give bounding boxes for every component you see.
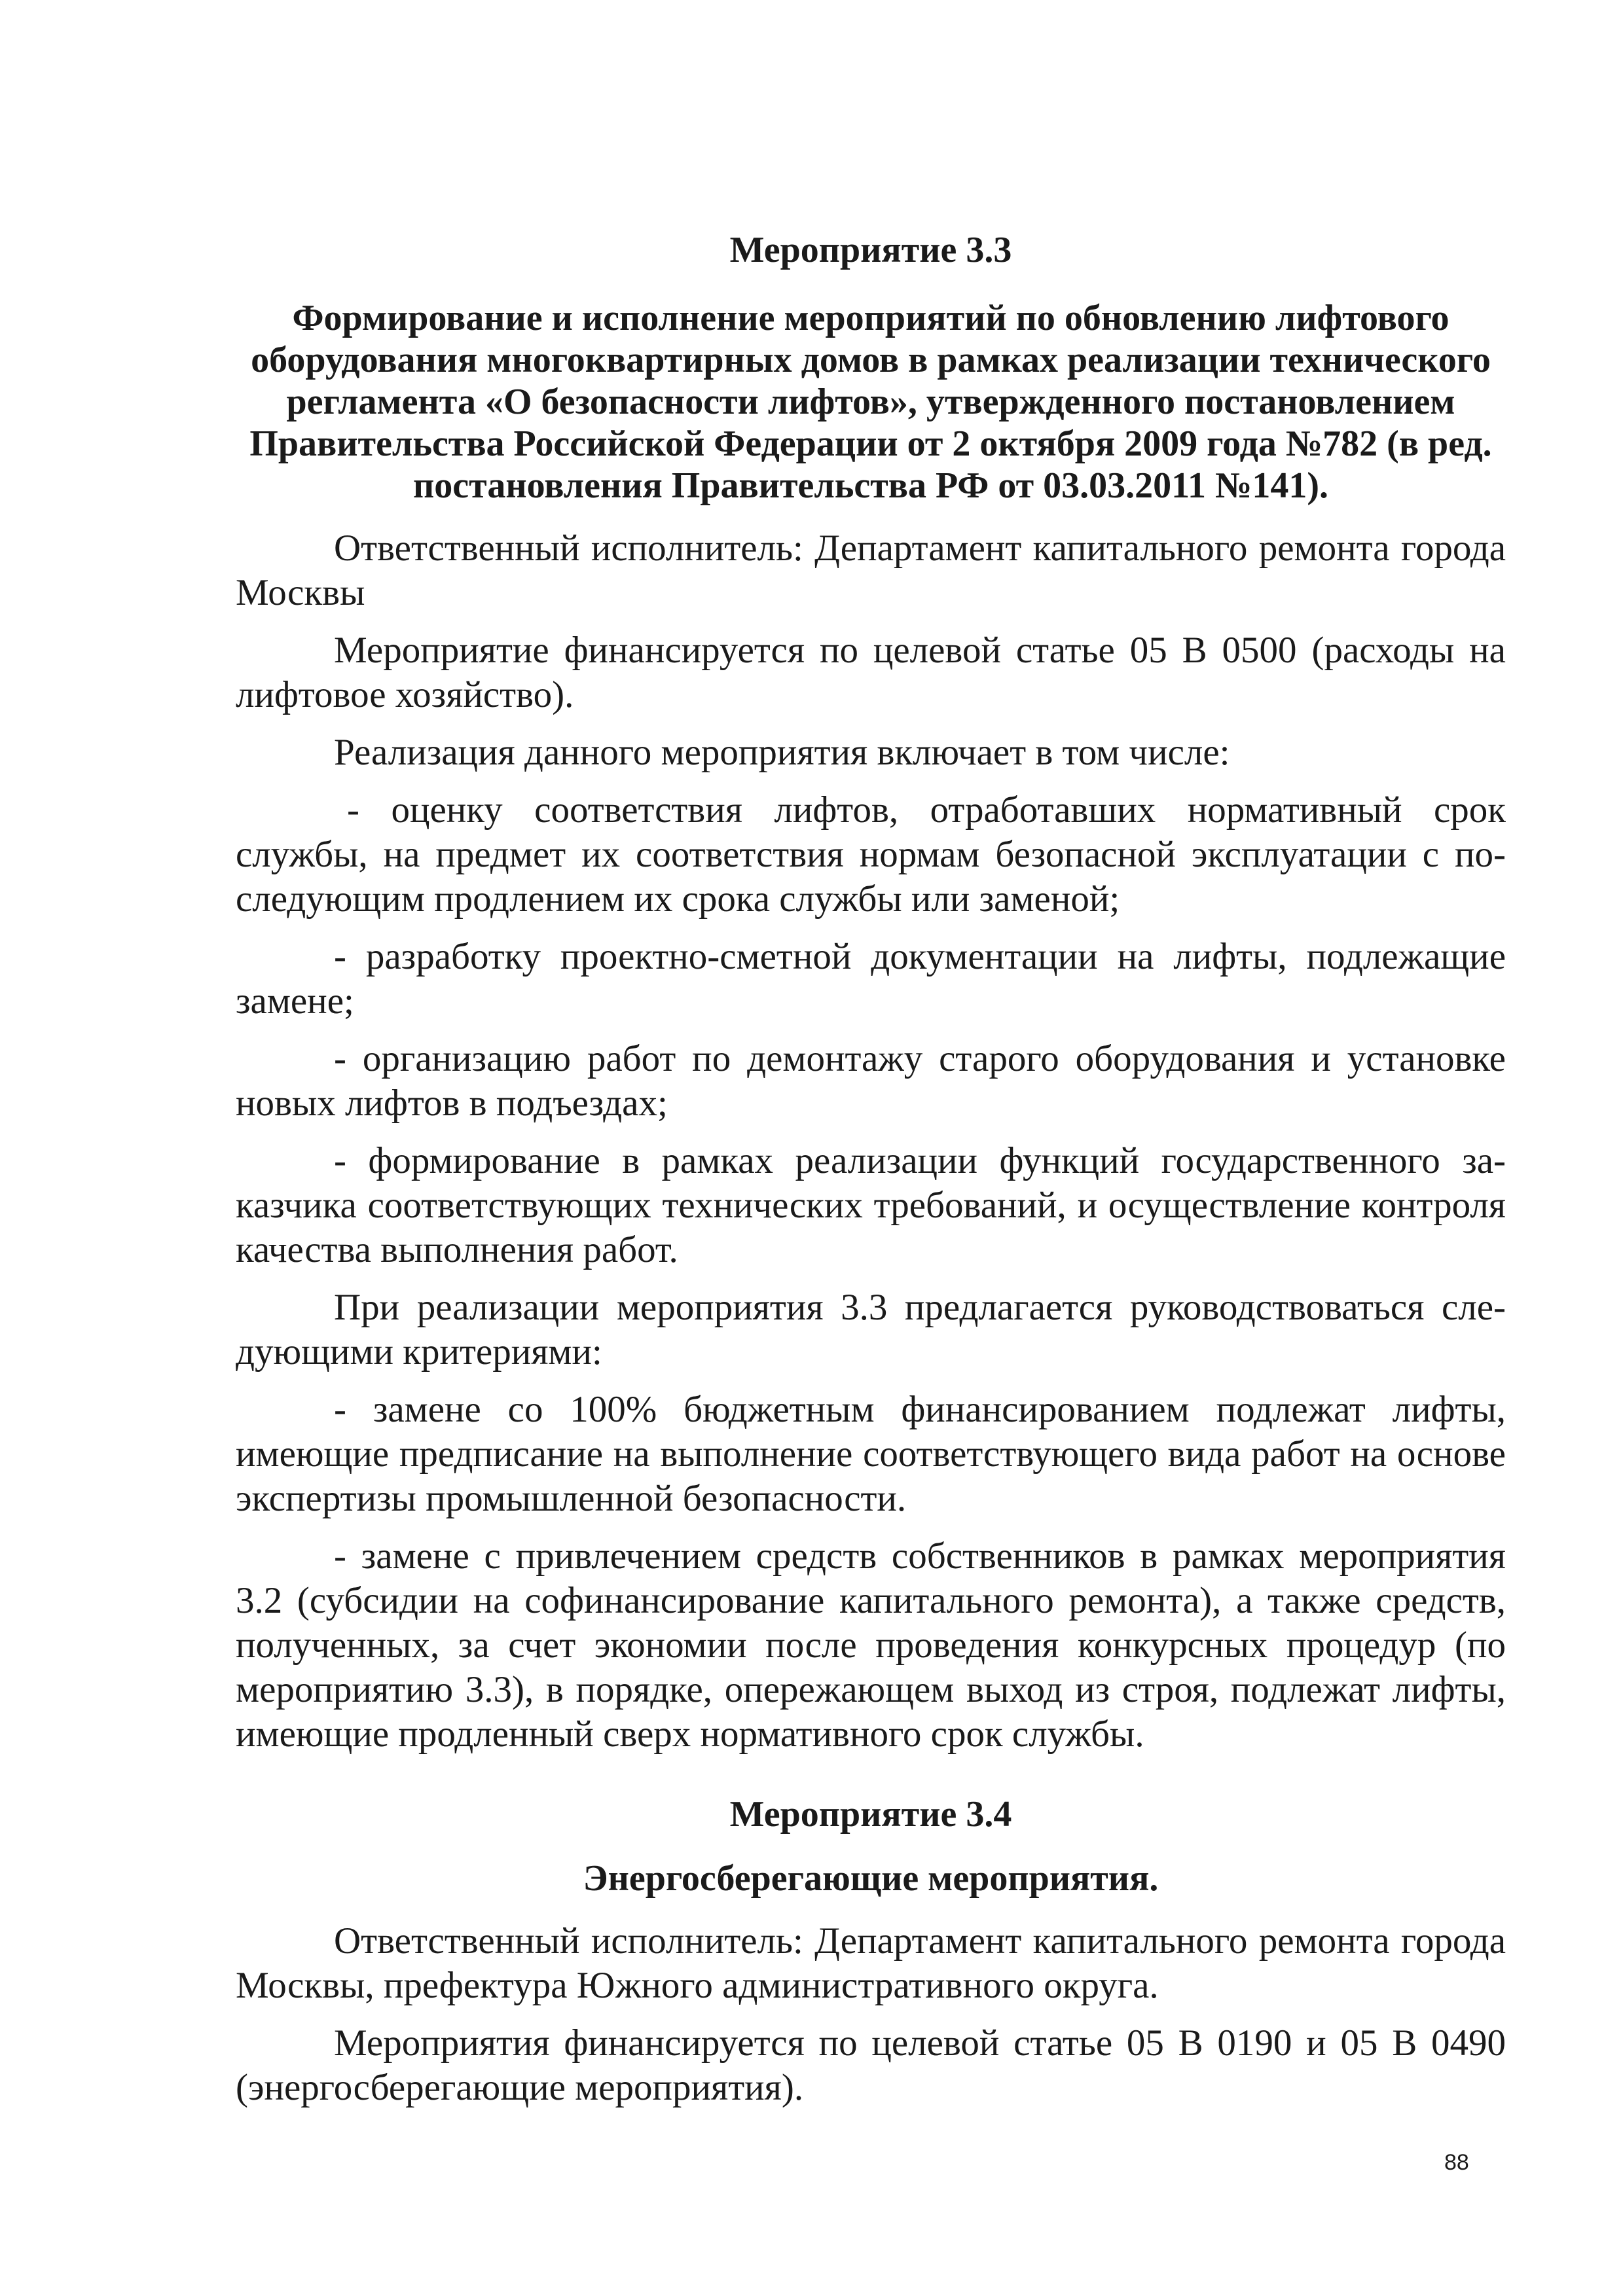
list-item-requirements: - формирование в рамках реализации функций государственного заказчика соответствующих технических требований, и осуществление контроля качества выполнения работ. xyxy=(236,1140,1506,1270)
list-item-assessment: - оценку соответствия лифтов, отработавших нормативный срок службы, на предмет их соответствия нормам безопасной эксплуатации с последующим продлением их срока службы или заменой; xyxy=(236,789,1506,920)
page-number: 88 xyxy=(1444,2150,1469,2175)
list-item-installation: - организацию работ по демонтажу старого оборудования и установке новых лифтов в подъездах; xyxy=(236,1038,1506,1124)
list-item-budget-replacement: - замене со 100% бюджетным финансированием подлежат лифты, имеющие предписание на выполнение соответствующего вида работ на основе экспертизы промышленной безопасности. xyxy=(236,1389,1506,1519)
paragraph-criteria: При реализации мероприятия 3.3 предлагается руководствоваться следующими критериями: xyxy=(236,1287,1506,1372)
section-3-4-title: Энергосберегающие мероприятия. xyxy=(583,1858,1159,1899)
section-3-3-title: Формирование и исполнение мероприятий по обновлению лифтового оборудования многоквартирных домов в рамках реализации технического регламента «О безопасности лифтов», утвержденного постановлением Правительства Российской Федерации от 2 октября 2009 года №782 (в ред. постановления Правительства РФ от 03.03.2011 №141). xyxy=(249,298,1492,506)
document-page xyxy=(236,229,1506,2123)
section-3-3-number: Мероприятие 3.3 xyxy=(729,230,1012,270)
paragraph-financing: Мероприятие финансируется по целевой статье 05 В 0500 (расходы на лифтовое хозяйство). xyxy=(236,630,1506,715)
list-item-cofinanced-replacement: - замене с привлечением средств собственников в рамках мероприятия 3.2 (субсидии на софинансирование капитального ремонта), а также средств, полученных, за счет экономии после проведения конкурсных процедур (по мероприятию 3.3), в порядке, опережающем выход из строя, подлежат лифты, имеющие продленный сверх нормативного срок службы. xyxy=(236,1535,1506,1755)
paragraph-responsible: Ответственный исполнитель: Департамент капитального ремонта города Москвы xyxy=(236,528,1506,613)
paragraph-financing-3-4: Мероприятия финансируется по целевой статье 05 В 0190 и 05 В 0490 (энергосберегающие мероприятия). xyxy=(236,2022,1506,2108)
list-item-design-docs: - разработку проектно-сметной документации на лифты, подлежащие замене; xyxy=(236,936,1506,1022)
paragraph-responsible-3-4: Ответственный исполнитель: Департамент капитального ремонта города Москвы, префектура Южного административного округа. xyxy=(236,1920,1506,2006)
section-3-4-number: Мероприятие 3.4 xyxy=(729,1794,1012,1835)
paragraph-includes: Реализация данного мероприятия включает в том числе: xyxy=(334,732,1230,773)
